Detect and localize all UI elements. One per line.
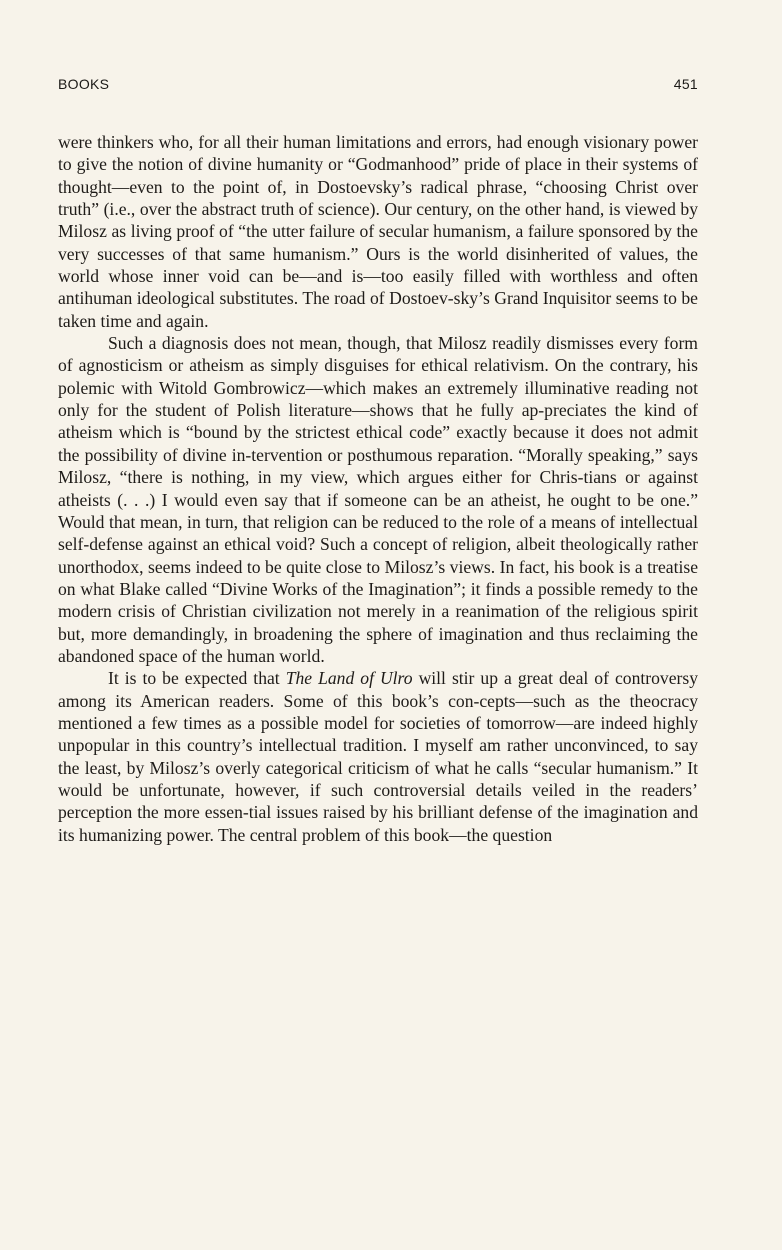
paragraph-3-text-before: It is to be expected that [108,668,286,689]
paragraph-3-text-after: will stir up a great deal of controversy among its American readers. Some of this book’s con-cepts—such as the theocracy mentioned a few times as a possible model for societies of tomorrow—are indeed highly unpopular in this country’s intellectual tradition. I myself am rather unconvinced, to say the least, by Milosz’s overly categorical criticism of what he calls “secular humanism.” It would be unfortunate, however, if such controversial details veiled in the readers’ perception the more essen-tial issues raised by his brilliant defense of the imagination and its humanizing power. The central problem of this book—the question [58,668,699,845]
running-head [58,76,698,96]
page-number: 451 [673,76,698,92]
paragraph-2: Such a diagnosis does not mean, though, that Milosz readily dismisses every form of agnosticism or atheism as simply disguises for ethical relativism. On the contrary, his polemic with Witold Gombrowicz—which makes an extremely illuminative reading not only for the student of Polish literature—shows that he fully ap-preciates the kind of atheism which is “bound by the strictest ethical code” exactly because it does not admit the possibility of divine in-tervention or posthumous reparation. “Morally speaking,” says Milosz, “there is nothing, in my view, which argues either for Chris-tians or against atheists (. . .) I would even say that if someone can be an atheist, he ought to be one.” Would that mean, in turn, that religion can be reduced to the role of a means of intellectual self-defense against an ethical void? Such a concept of religion, albeit theologically rather unorthodox, seems indeed to be quite close to Milosz’s views. In fact, his book is a treatise on what Blake called “Divine Works of the Imagination”; it finds a possible remedy to the modern crisis of Christian civilization not merely in a reanimation of the religious spirit but, more demandingly, in broadening the sphere of imagination and thus reclaiming the abandoned space of the human world. [58,333,698,666]
section-title: BOOKS [58,76,110,92]
paragraph-1: were thinkers who, for all their human limitations and errors, had enough visionary power to give the notion of divine humanity or “Godmanhood” pride of place in their systems of thought—even to the point of, in Dostoevsky’s radical phrase, “choosing Christ over truth” (i.e., over the abstract truth of science). Our century, on the other hand, is viewed by Milosz as living proof of “the utter failure of secular humanism, a failure sponsored by the very successes of that same humanism.” Ours is the world disinherited of values, the world whose inner void can be—and is—too easily filled with worthless and often antihuman ideological substitutes. The road of Dostoev-sky’s Grand Inquisitor seems to be taken time and again. [58,132,698,331]
body-text [58,131,698,846]
paragraph-3 [58,667,698,846]
book-title-italic: The Land of Ulro [285,668,413,689]
